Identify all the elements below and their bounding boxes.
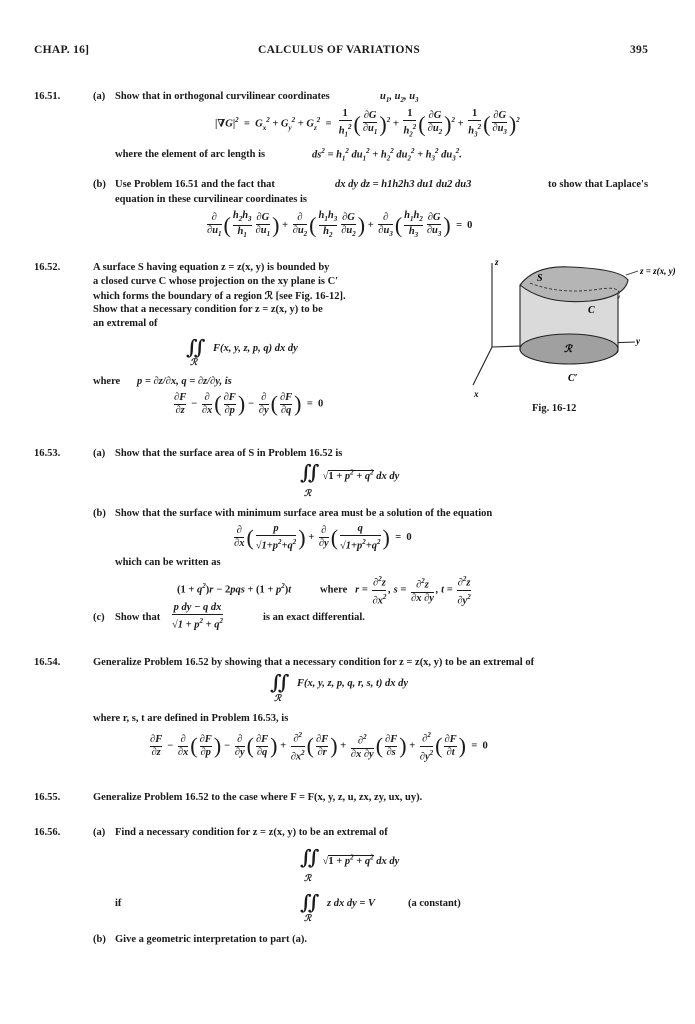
problem-text: to show that Laplace's [548,179,649,190]
integrand: F(x, y, z, p, q, r, s, t) dx dy [297,678,409,689]
coordinate-symbols: $u_1$, $u_2$, $u_3$ [380,91,419,105]
integrand: F(x, y, z, p, q) dx dy [213,343,298,354]
problem-text: Give a geometric interpretation to part (a). [115,934,307,945]
volume-element: dx dy dz = h1h2h3 du1 du2 du3 [335,179,472,190]
region-label: ℛ [304,913,312,923]
problem-text: Show that the surface with minimum surface area must be a solution of the equation [115,508,493,519]
problem-text: Find a necessary condition for z = z(x, y) to be an extremal of [115,827,388,838]
figure-caption: Fig. 16-12 [532,403,577,414]
double-integral: ∬ [186,337,207,359]
problem-text: which can be written as [115,557,221,568]
if-text: if [115,898,122,909]
part-label: (b) [93,934,106,945]
where-text: where [93,376,121,387]
problem-text: Show that [115,612,161,623]
double-integral: ∬ [270,672,291,694]
part-label: (c) [93,612,105,623]
surface-s-label: S [537,273,543,284]
problem-text: Generalize Problem 16.52 to the case where F = F(x, y, z, u, zx, zy, ux, uy). [93,792,423,803]
volume-constraint: z dx dy = V [327,898,375,909]
region-label: ℛ [564,344,572,355]
problem-text: Use Problem 16.51 and the fact that [115,179,275,190]
part-label: (a) [93,448,106,459]
problem-text-line: a closed curve C whose projection on the xy plane is C′ [93,276,339,287]
problem-text: equation in these curvilinear coordinates is [115,194,308,205]
region-label: ℛ [304,873,312,883]
problem-number: 16.52. [34,262,61,273]
problem-text-line: Show that a necessary condition for z = z(x, y) to be [93,304,323,315]
part-label: (a) [93,827,106,838]
problem-text-line: an extremal of [93,318,158,329]
problem-text: Generalize Problem 16.52 by showing that a necessary condition for z = z(x, y) to be an extremal of [93,657,535,668]
problem-number: 16.51. [34,91,61,102]
surface-area-integral: ∬ $√1 + p^2 + q^2$ dx dy [300,462,400,484]
problem-text: Show that the surface area of S in Problem 16.52 is [115,448,343,459]
arc-length-equation: $ds^2 = h_1^2$ $du_1^2 + h_2^2$ $du_2^2 + h_3^2$ $du_3^2$. [312,147,462,163]
page-number: 395 [630,44,649,56]
curve-c-prime-label: C′ [568,373,578,384]
problem-text: Show that in orthogonal curvilinear coordinates [115,91,330,102]
problem-number: 16.55. [34,792,61,803]
part-label: (b) [93,508,106,519]
running-title: CALCULUS OF VARIATIONS [258,44,421,56]
surface-equation-label: z = z(x, y) [640,266,676,276]
arc-length-text: where the element of arc length is [115,149,266,160]
problem-number: 16.54. [34,657,61,668]
minimal-surface-equation: $\frac{\partial}{\partial x}$ ( $\frac{p}{√1+p^2+q^2}$ ) + $\frac{\partial}{\partial y}$ ( $\frac{q}{√1+p^2+q^2}$ ) = 0 [234,523,412,552]
region-label: ℛ [304,488,312,498]
x-axis-label: x [474,389,479,399]
part-label: (a) [93,91,106,102]
curve-c-label: C [588,305,595,316]
constant-note: (a constant) [408,898,461,909]
part-label: (b) [93,179,106,190]
exact-differential-fraction: $\frac{\text{p dy − q dx}}{√1 + p^2 + q^2}$ [172,602,223,631]
chapter-label: CHAP. 16] [34,44,90,56]
pq-definitions: p = ∂z/∂x, q = ∂z/∂y, is [137,376,232,387]
surface-area-integral: ∬ $√1 + p^2 + q^2$ dx dy [300,847,400,869]
region-label: ℛ [190,357,198,367]
problem-text: is an exact differential. [263,612,365,623]
region-label: ℛ [274,693,282,703]
rst-equation: $(1 + q^2)r - 2pqs + (1 + p^2)t$ where r = $\frac{\partial^2z}{\partial x^2}$ , s = $\frac{\partial^2z}{\partial x \partial y}$ , t = $\frac{\partial^2z}{\partial y^2}$ [177,575,471,606]
figure-16-12 [440,255,676,423]
gradient-equation: $|\nabla G|^2 = G_x^2 + G_y^2 + G_z^2$ = $\frac{1}{h_1^2}$ ( $\frac{\partial G}{\partial u_1}$ )$^2$ + $\frac{1}{h_2^2}$ ( $\frac{\partial G}{\partial u_2}$ )$^2$ + $\frac{1}{h_3^2}$ ( $\frac{\partial G}{\partial u_3}$ )$^2$ [215,108,520,139]
problem-number: 16.53. [34,448,61,459]
euler-equation: $\frac{\partial F}{\partial z}$ − $\frac{\partial}{\partial x}$ ( $\frac{\partial F}{\partial p}$ ) − $\frac{\partial}{\partial y}$ ( $\frac{\partial F}{\partial q}$ ) = 0 [174,391,324,416]
higher-order-euler-equation: $\frac{\partial F}{\partial z}$ − $\frac{\partial}{\partial x}$ ( $\frac{\partial F}{\partial p}$ ) − $\frac{\partial}{\partial y}$ ( $\frac{\partial F}{\partial q}$ ) + $\frac{\partial^2}{\partial x^2}$ ( $\frac{\partial F}{\partial r}$ ) + $\frac{\partial^2}{\partial x \partial y}$ ( $\frac{\partial F}{\partial s}$ ) + $\frac{\partial^2}{\partial y^2}$ ( $\frac{\partial F}{\partial t}$ ) = 0 [150,731,488,762]
problem-number: 16.56. [34,827,61,838]
problem-text-line: A surface S having equation z = z(x, y) is bounded by [93,262,330,273]
problem-text-line: which forms the boundary of a region ℛ [see Fig. 16-12]. [93,291,346,302]
y-axis-label: y [636,336,640,346]
problem-text: where r, s, t are defined in Problem 16.53, is [93,713,289,724]
double-integral: ∬ [300,892,321,914]
z-axis-label: z [495,257,499,267]
laplace-equation: $\frac{\partial}{\partial u_1}$ ( $\frac{h_2h_3}{h_1}$ $\frac{\partial G}{\partial u_1}$ ) + $\frac{\partial}{\partial u_2}$ ( $\frac{h_1h_3}{h_2}$ $\frac{\partial G}{\partial u_2}$ ) + $\frac{\partial}{\partial u_3}$ ( $\frac{h_1h_2}{h_3}$ $\frac{\partial G}{\partial u_3}$ ) = 0 [207,210,473,240]
